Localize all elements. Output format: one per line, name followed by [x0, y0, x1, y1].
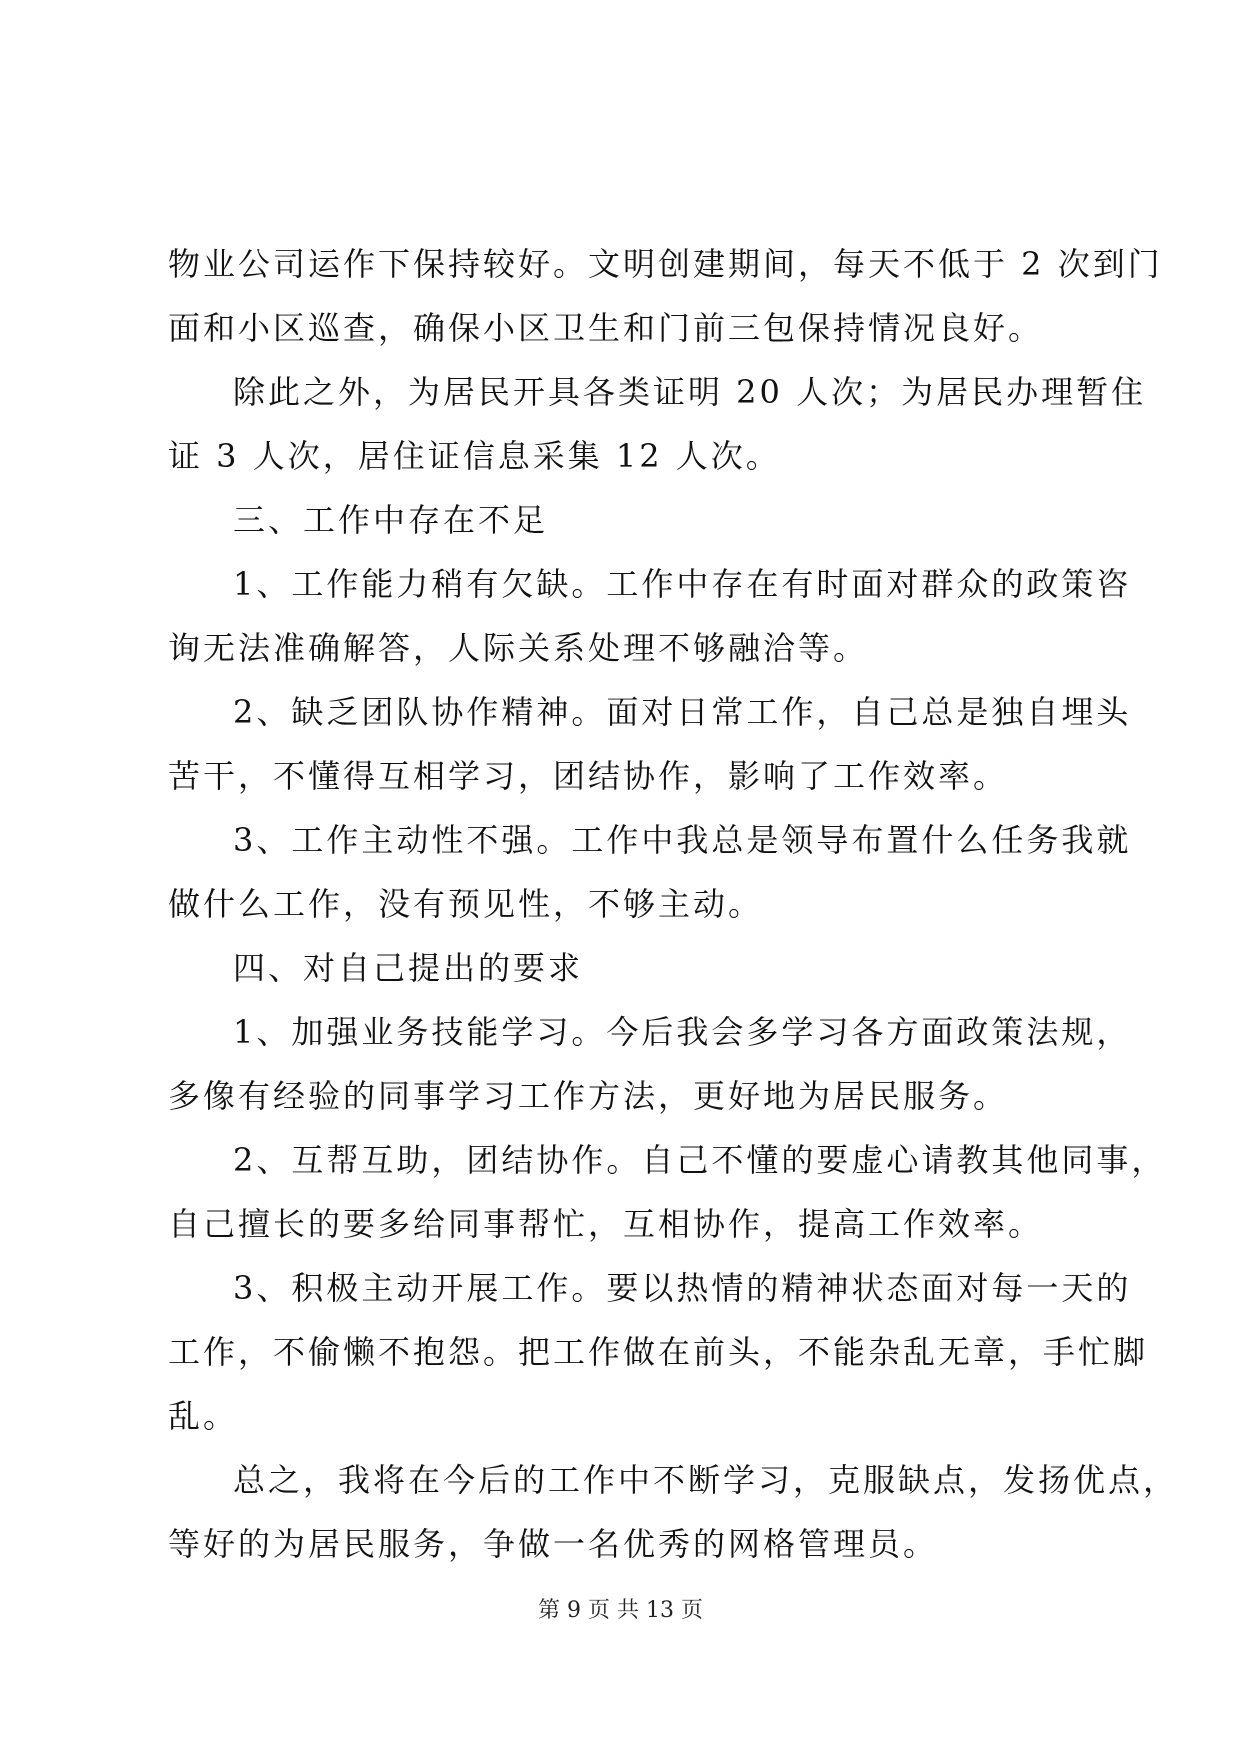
body-line: 面和小区巡查，确保小区卫生和门前三包保持情况良好。: [168, 309, 1044, 347]
body-line: 等好的为居民服务，争做一名优秀的网格管理员。: [168, 1525, 939, 1563]
body-line: 苦干，不懂得互相学习，团结协作，影响了工作效率。: [168, 757, 1009, 795]
section-heading: 四、对自己提出的要求: [233, 949, 584, 987]
paragraph-start-line: 总之，我将在今后的工作中不断学习，克服缺点，发扬优点，: [233, 1461, 1179, 1499]
body-line: 自己擅长的要多给同事帮忙，互相协作，提高工作效率。: [168, 1205, 1044, 1243]
body-line: 物业公司运作下保持较好。文明创建期间，每天不低于 2 次到门: [168, 245, 1163, 283]
paragraph-start-line: 3、积极主动开展工作。要以热情的精神状态面对每一天的: [233, 1269, 1132, 1307]
paragraph-start-line: 1、加强业务技能学习。今后我会多学习各方面政策法规，: [233, 1013, 1132, 1051]
body-line: 询无法准确解答，人际关系处理不够融洽等。: [168, 629, 869, 667]
body-line: 证 3 人次，居住证信息采集 12 人次。: [168, 437, 781, 475]
paragraph-start-line: 2、缺乏团队协作精神。面对日常工作，自己总是独自埋头: [233, 693, 1132, 731]
paragraph-start-line: 1、工作能力稍有欠缺。工作中存在有时面对群众的政策咨: [233, 565, 1132, 603]
body-line: 多像有经验的同事学习工作方法，更好地为居民服务。: [168, 1077, 1009, 1115]
section-heading: 三、工作中存在不足: [233, 501, 549, 539]
paragraph-start-line: 除此之外，为居民开具各类证明 20 人次；为居民办理暂住: [233, 373, 1147, 411]
page-footer: 第 9 页 共 13 页: [538, 1598, 703, 1623]
body-line: 工作，不偷懒不抱怨。把工作做在前头，不能杂乱无章，手忙脚: [168, 1333, 1149, 1371]
document-body: [168, 232, 1179, 1576]
body-line: 乱。: [168, 1397, 239, 1435]
paragraph-start-line: 3、工作主动性不强。工作中我总是领导布置什么任务我就: [233, 821, 1132, 859]
body-line: 做什么工作，没有预见性，不够主动。: [168, 885, 764, 923]
paragraph-start-line: 2、互帮互助，团结协作。自己不懂的要虚心请教其他同事，: [233, 1141, 1167, 1179]
